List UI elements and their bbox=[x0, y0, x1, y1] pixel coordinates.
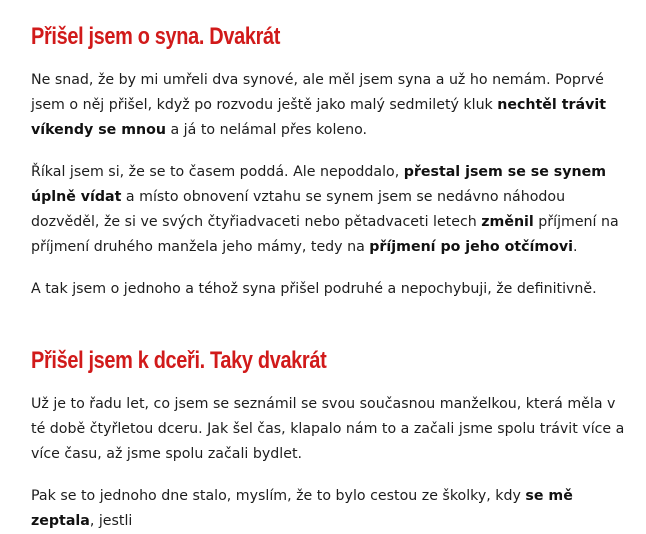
paragraph-bold-text: příjmení po jeho otčímovi bbox=[369, 239, 574, 255]
paragraph-daughter-intro: Už je to řadu let, co jsem se seznámil se svou současnou manželkou, která měla v té době čtyřletou dceru. Jak šel čas, klapalo nám to a začali jsme spolu trávit více a více času, až jsme spolu začali bydlet. bbox=[31, 396, 625, 462]
article-body bbox=[31, 0, 631, 534]
paragraph-bold-text: se mě zeptala bbox=[31, 488, 573, 529]
paragraph-text: a já to nelámal přes koleno. bbox=[165, 122, 368, 138]
paragraph-bold-text: změnil bbox=[481, 214, 534, 230]
paragraph-text: . bbox=[573, 239, 578, 255]
paragraph-text: příjmení na příjmení druhého manžela jeho mámy, tedy na bbox=[31, 214, 619, 255]
paragraph-daughter-second bbox=[31, 484, 631, 534]
section-heading-son: Přišel jsem o syna. Dvakrát bbox=[31, 23, 281, 50]
paragraph-son-final: A tak jsem o jednoho a téhož syna přišel podruhé a nepochybuji, že definitivně. bbox=[31, 281, 597, 297]
paragraph-son-intro bbox=[31, 68, 631, 143]
paragraph-text: Ne snad, že by mi umřeli dva synové, ale měl jsem syna a už ho nemám. Poprvé jsem o něj přišel, když po rozvodu ještě jako malý sedmiletý kluk bbox=[31, 72, 604, 113]
paragraph-son-second bbox=[31, 160, 631, 260]
section-heading-daughter: Přišel jsem k dceři. Taky dvakrát bbox=[31, 347, 327, 374]
paragraph-bold-text: nechtěl trávit víkendy se mnou bbox=[31, 97, 606, 138]
paragraph-text: a místo obnovení vztahu se synem jsem se nedávno náhodou dozvěděl, že si ve svých čtyřiadvaceti nebo pětadvaceti letech bbox=[31, 189, 566, 230]
paragraph-text: Říkal jsem si, že se to časem poddá. Ale nepoddalo, bbox=[31, 164, 404, 180]
paragraph-text: Pak se to jednoho dne stalo, myslím, že to bylo cestou ze školky, kdy bbox=[31, 488, 526, 504]
paragraph-bold-text: přestal jsem se se synem úplně vídat bbox=[31, 164, 606, 205]
paragraph-text: , jestli bbox=[89, 513, 133, 529]
